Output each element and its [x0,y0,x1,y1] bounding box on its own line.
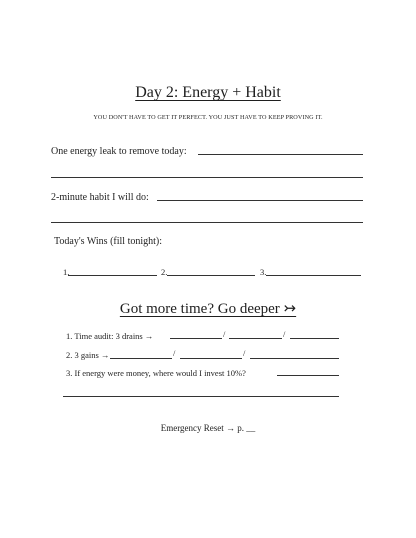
habit-prompt: 2-minute habit I will do: [51,192,149,203]
invest-line-2[interactable] [63,396,339,397]
habit-line-2[interactable] [51,222,363,223]
gain-separator-1: / [173,348,176,358]
drain-line-3[interactable] [290,338,339,339]
deeper-item-2-label: 2. 3 gains → [66,350,110,360]
win-number-3: 3. [260,267,267,277]
win-line-1[interactable] [68,275,157,276]
gain-separator-2: / [243,348,246,358]
win-number-1: 1. [63,267,70,277]
drain-separator-2: / [283,329,286,339]
page-title: Day 2: Energy + Habit [135,84,281,101]
gain-line-2[interactable] [180,358,242,359]
invest-line-1[interactable] [277,375,339,376]
gain-line-1[interactable] [110,358,172,359]
gain-line-3[interactable] [250,358,339,359]
win-line-3[interactable] [266,275,361,276]
deeper-item-1-label: 1. Time audit: 3 drains → [66,331,154,341]
win-number-2: 2. [161,267,168,277]
emergency-reset-footer: Emergency Reset → p. __ [160,423,256,433]
win-line-2[interactable] [167,275,255,276]
energy-leak-line-1[interactable] [198,154,363,155]
drain-line-1[interactable] [170,338,222,339]
drain-line-2[interactable] [229,338,282,339]
deeper-section-title: Got more time? Go deeper ↣ [119,301,297,317]
wins-prompt: Today's Wins (fill tonight): [54,236,163,247]
drain-separator-1: / [223,329,226,339]
energy-leak-prompt: One energy leak to remove today: [51,146,187,157]
page-subtitle: YOU DON'T HAVE TO GET IT PERFECT. YOU JUST HAVE TO KEEP PROVING IT. [93,114,323,121]
deeper-item-3-label: 3. If energy were money, where would I invest 10%? [66,368,246,378]
energy-leak-line-2[interactable] [51,177,363,178]
habit-line-1[interactable] [157,200,363,201]
